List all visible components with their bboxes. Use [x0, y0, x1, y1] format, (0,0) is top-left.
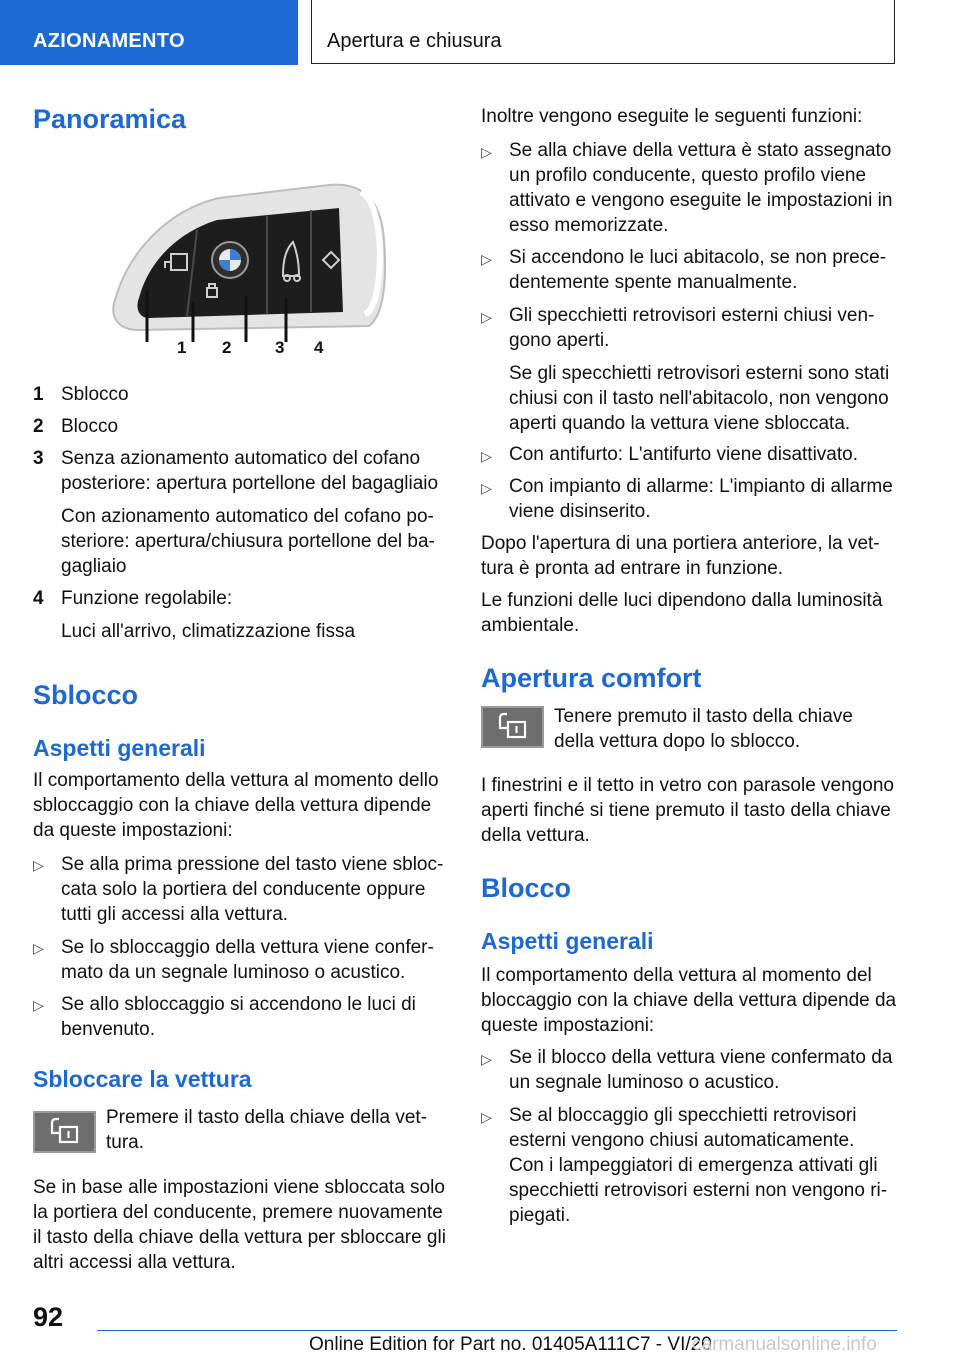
bullet-item: Se alla chiave della vettura è stato assegnato un profilo conducente, questo profilo viene attivato e vengono eseguite le impostazioni in esso memorizzate.: [509, 140, 893, 236]
paragraph: Il comportamento della vettura al momento del bloccaggio con la chiave della vettura dipende da queste impostazioni:: [481, 965, 897, 1036]
bullet-item: Se allo sbloccaggio si accendono le luci di benvenuto.: [61, 994, 416, 1040]
bullet-item: Si accendono le luci abitacolo, se non prece- dentemente spente manualmente.: [509, 247, 887, 293]
bullet-glyph: ▷: [481, 1051, 492, 1067]
bullet-glyph: ▷: [481, 251, 492, 267]
paragraph: Inoltre vengono eseguite le seguenti funzioni:: [481, 106, 863, 127]
list-number: 4: [33, 588, 44, 609]
watermark: carmanualsonline.info: [692, 1334, 877, 1355]
heading-panoramica: Panoramica: [33, 104, 187, 134]
instruction-text: Premere il tasto della chiave della vet- tura.: [106, 1107, 428, 1153]
bullet-item: Gli specchietti retrovisori esterni chiusi ven- gono aperti. Se gli specchietti retrovisori esterni sono stati chiusi con il tasto nell'abitacolo, non vengono aperti quando la vettura viene sbloccata.: [509, 305, 890, 434]
bullet-glyph: ▷: [481, 309, 492, 325]
list-item: Senza azionamento automatico del cofano posteriore: apertura portellone del bagagliaio Con azionamento automatico del cofano po- steriore: apertura/chiusura portellone del ba- gagliaio: [61, 448, 439, 577]
bullet-item: Se alla prima pressione del tasto viene sbloc- cata solo la portiera del conducente oppure tutti gli accessi alla vettura.: [61, 854, 444, 925]
callout-2: 2: [222, 338, 232, 357]
list-item: Funzione regolabile: Luci all'arrivo, climatizzazione fissa: [61, 588, 356, 642]
paragraph: I finestrini e il tetto in vetro con parasole vengono aperti finché si tiene premuto il tasto della chiave della vettura.: [481, 775, 894, 846]
bullet-glyph: ▷: [33, 857, 44, 873]
callout-4: 4: [314, 338, 324, 357]
bullet-item: Se al bloccaggio gli specchietti retrovisori esterni vengono chiusi automaticamente. Con i lampeggiatori di emergenza attivati gli specchietti retrovisori esterni non vengono ri- piegati.: [509, 1105, 888, 1226]
bullet-item: Se lo sbloccaggio della vettura viene confer- mato da un segnale luminoso o acustico.: [61, 937, 434, 983]
bmw-logo-icon: [212, 242, 248, 278]
heading-apertura-comfort: Apertura comfort: [481, 663, 702, 693]
section-tab: [0, 0, 298, 65]
paragraph: Dopo l'apertura di una portiera anteriore, la vet- tura è pronta ad entrare in funzione.: [481, 533, 880, 579]
unlock-key-icon: [481, 706, 544, 748]
heading-aspetti-generali: Aspetti generali: [481, 928, 654, 954]
bullet-glyph: ▷: [481, 1109, 492, 1125]
heading-sbloccare-vettura: Sbloccare la vettura: [33, 1066, 252, 1092]
bullet-item: Con impianto di allarme: L'impianto di allarme viene disinserito.: [509, 476, 893, 522]
paragraph: Le funzioni delle luci dipendono dalla luminosità ambientale.: [481, 590, 883, 636]
unlock-key-icon: [33, 1111, 96, 1153]
list-item: Sblocco: [61, 384, 129, 405]
bullet-glyph: ▷: [481, 448, 492, 464]
instruction-text: Tenere premuto il tasto della chiave della vettura dopo lo sblocco.: [554, 706, 853, 752]
bullet-glyph: ▷: [33, 940, 44, 956]
bullet-item: Se il blocco della vettura viene confermato da un segnale luminoso o acustico.: [509, 1047, 893, 1093]
bullet-glyph: ▷: [481, 480, 492, 496]
heading-blocco: Blocco: [481, 873, 572, 903]
paragraph: Il comportamento della vettura al momento dello sbloccaggio con la chiave della vettura dipende da queste impostazioni:: [33, 770, 439, 841]
section-title: AZIONAMENTO: [33, 30, 185, 52]
paragraph: Se in base alle impostazioni viene sbloccata solo la portiera del conducente, premere nuovamente il tasto della chiave della vettura per sbloccare gli altri accessi alla vettura.: [33, 1177, 446, 1273]
bullet-glyph: ▷: [33, 997, 44, 1013]
chapter-title: Apertura e chiusura: [327, 30, 502, 52]
list-number: 3: [33, 448, 44, 469]
heading-sblocco: Sblocco: [33, 680, 139, 710]
callout-1: 1: [177, 338, 187, 357]
list-number: 2: [33, 416, 44, 437]
footer-divider: [97, 1330, 897, 1331]
page-number: 92: [33, 1302, 64, 1332]
list-item: Blocco: [61, 416, 119, 437]
key-fob-illustration: [99, 180, 389, 358]
chapter-header: [311, 0, 895, 64]
bullet-item: Con antifurto: L'antifurto viene disattivato.: [509, 444, 858, 465]
list-number: 1: [33, 384, 44, 405]
callout-3: 3: [275, 338, 285, 357]
heading-aspetti-generali: Aspetti generali: [33, 735, 206, 761]
footer-edition: Online Edition for Part no. 01405A111C7 - VI/20: [309, 1334, 712, 1355]
bullet-glyph: ▷: [481, 144, 492, 160]
